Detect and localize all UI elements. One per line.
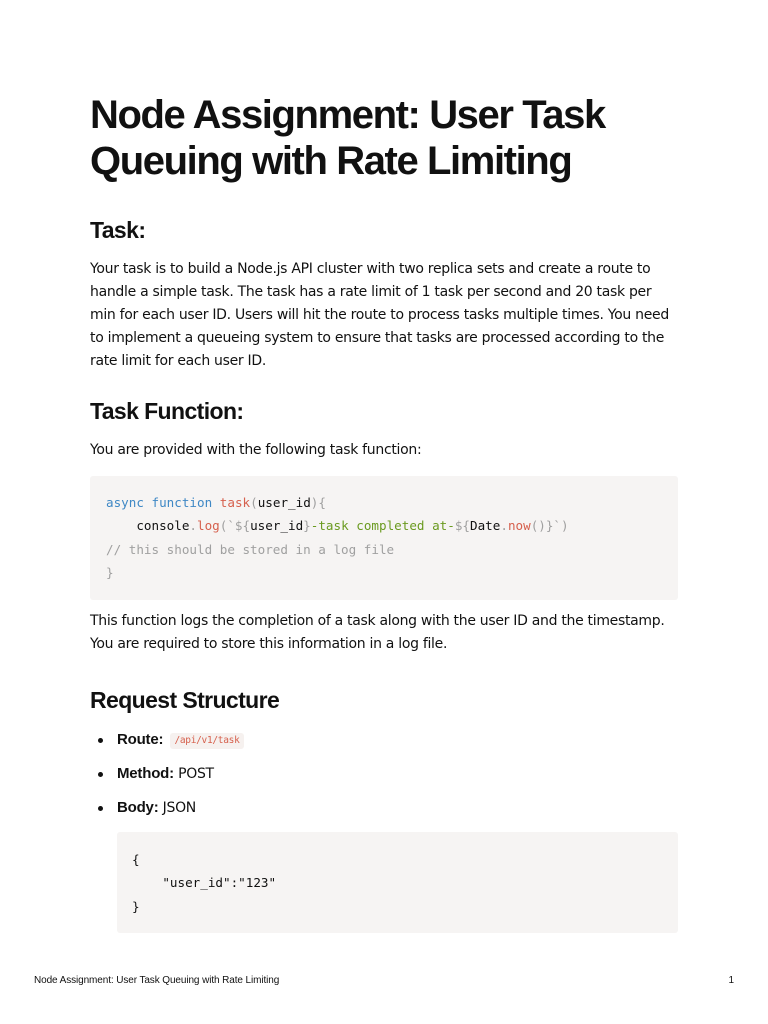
code-line: { bbox=[132, 852, 140, 867]
section-heading-request-structure: Request Structure bbox=[90, 687, 280, 713]
request-structure-list bbox=[90, 730, 678, 818]
route-path-code: /api/v1/task bbox=[170, 733, 243, 749]
method-label: Method: bbox=[117, 765, 174, 782]
page-footer bbox=[34, 975, 734, 991]
code-token: } bbox=[303, 518, 311, 534]
code-token: . bbox=[189, 518, 197, 534]
document-page bbox=[90, 0, 678, 933]
code-token: now bbox=[507, 518, 531, 534]
request-body-code-block bbox=[117, 832, 678, 933]
code-token: ){ bbox=[310, 495, 326, 510]
code-token: ( bbox=[250, 495, 258, 510]
section-heading-task: Task: bbox=[90, 217, 146, 243]
task-function-code-block bbox=[90, 476, 678, 600]
list-item-method bbox=[90, 764, 678, 784]
code-token: user_id bbox=[257, 495, 311, 510]
code-token: log bbox=[197, 518, 220, 534]
footer-title: Node Assignment: User Task Queuing with Rate Limiting bbox=[34, 975, 280, 986]
task-description: Your task is to build a Node.js API cluster with two replica sets and create a route to handle a simple task. The task has a rate limit of 1 task per second and 20 task per min for each user ID. Users will hit the route to process tasks multiple times. You need to implement a queueing system to ensure that tasks are processed according to the rate limit for each user ID. bbox=[90, 261, 669, 369]
code-token: Date bbox=[470, 518, 501, 534]
code-line bbox=[106, 491, 678, 514]
code-token: } bbox=[106, 564, 114, 580]
code-token: async bbox=[106, 495, 144, 510]
page-number: 1 bbox=[728, 975, 734, 986]
code-token: task bbox=[219, 495, 251, 510]
list-item-route bbox=[90, 730, 678, 750]
body-value: JSON bbox=[162, 800, 196, 816]
code-token: // this should be stored in a log file bbox=[106, 541, 395, 557]
code-token: ${ bbox=[454, 518, 470, 534]
code-line bbox=[106, 561, 678, 584]
section-heading-task-function: Task Function: bbox=[90, 398, 244, 424]
code-token bbox=[212, 495, 220, 510]
bullet-icon bbox=[98, 806, 103, 811]
code-token bbox=[144, 495, 152, 510]
bullet-icon bbox=[98, 738, 103, 743]
task-function-explanation: This function logs the completion of a task along with the user ID and the timestamp. You are required to store this information in a log file. bbox=[90, 613, 665, 652]
code-token: function bbox=[151, 495, 213, 510]
route-label: Route: bbox=[117, 731, 164, 748]
method-value: POST bbox=[178, 766, 214, 782]
code-token: (`${ bbox=[219, 518, 251, 534]
code-line: "user_id":"123" bbox=[132, 875, 277, 891]
code-token: ()}`) bbox=[530, 518, 569, 534]
list-item-body bbox=[90, 798, 678, 818]
page-title: Node Assignment: User Task Queuing with Rate Limiting bbox=[90, 93, 605, 183]
code-line: } bbox=[132, 898, 140, 914]
code-token: . bbox=[500, 518, 508, 534]
code-token: -task completed at- bbox=[310, 518, 455, 534]
bullet-icon bbox=[98, 772, 103, 777]
body-label: Body: bbox=[117, 799, 159, 816]
code-line bbox=[106, 538, 678, 561]
code-token: console bbox=[106, 518, 190, 534]
code-token: user_id bbox=[250, 518, 304, 534]
task-function-intro: You are provided with the following task function: bbox=[90, 442, 422, 458]
code-line bbox=[106, 514, 678, 537]
